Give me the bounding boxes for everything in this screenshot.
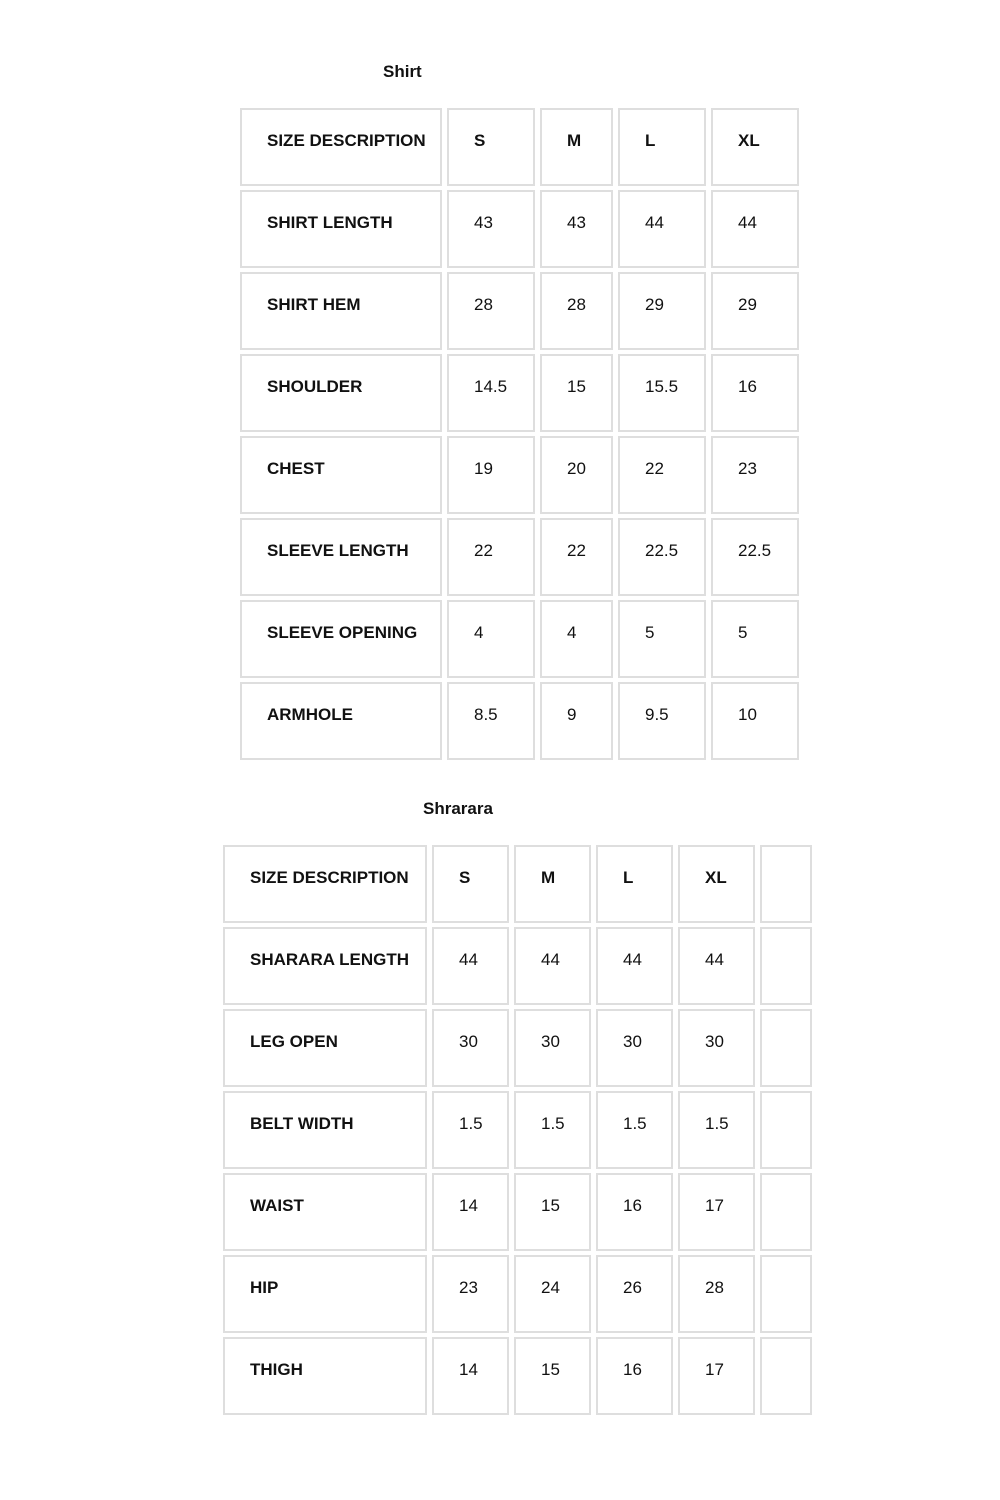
- cell-value: 9.5: [645, 705, 669, 724]
- value-cell: [760, 1091, 812, 1169]
- sharara-size-table: [218, 841, 817, 1419]
- cell-value: [762, 929, 810, 950]
- value-cell: [432, 1173, 509, 1251]
- cell-value: 9: [567, 705, 577, 724]
- sharara-header-row: [223, 845, 812, 923]
- row-label: LEG OPEN: [250, 1032, 338, 1051]
- value-cell: [514, 1173, 591, 1251]
- value-cell: [618, 354, 706, 432]
- value-cell: [760, 1255, 812, 1333]
- cell-value: 10: [738, 705, 757, 724]
- row-label: ARMHOLE: [267, 705, 353, 724]
- cell-value: 17: [705, 1360, 724, 1379]
- cell-value: 15: [541, 1196, 560, 1215]
- row-label-cell: [240, 354, 442, 432]
- value-cell: [596, 1337, 673, 1415]
- row-label: HIP: [250, 1278, 279, 1297]
- value-cell: [760, 1009, 812, 1087]
- table-row: [223, 1337, 812, 1415]
- cell-value: 1.5: [541, 1114, 565, 1133]
- table-row: [223, 927, 812, 1005]
- row-label: SLEEVE OPENING: [267, 623, 418, 642]
- cell-value: 30: [705, 1032, 724, 1051]
- row-label-cell: [223, 1255, 427, 1333]
- sharara-header-size-2: [514, 845, 591, 923]
- value-cell: [711, 272, 799, 350]
- value-cell: [596, 1255, 673, 1333]
- value-cell: [514, 1009, 591, 1087]
- header-cell-text: SIZE DESCRIPTION: [250, 868, 409, 887]
- value-cell: [618, 190, 706, 268]
- cell-value: 44: [738, 213, 757, 232]
- cell-value: 8.5: [474, 705, 498, 724]
- value-cell: [540, 436, 613, 514]
- shirt-size-table: [235, 104, 804, 764]
- value-cell: [447, 682, 535, 760]
- cell-value: 28: [567, 295, 586, 314]
- row-label-cell: [223, 1009, 427, 1087]
- cell-value: 1.5: [705, 1114, 729, 1133]
- cell-value: 1.5: [623, 1114, 647, 1133]
- row-label-cell: [240, 518, 442, 596]
- cell-value: 22: [567, 541, 586, 560]
- row-label: CHEST: [267, 459, 325, 478]
- cell-value: 30: [541, 1032, 560, 1051]
- row-label: WAIST: [250, 1196, 304, 1215]
- value-cell: [432, 927, 509, 1005]
- table-row: [240, 682, 799, 760]
- value-cell: [596, 1091, 673, 1169]
- value-cell: [760, 1337, 812, 1415]
- cell-value: 16: [623, 1360, 642, 1379]
- value-cell: [760, 1173, 812, 1251]
- cell-value: 16: [623, 1196, 642, 1215]
- cell-value: [762, 1011, 810, 1032]
- shirt-header-size-1: [447, 108, 535, 186]
- table-row: [223, 1091, 812, 1169]
- value-cell: [432, 1255, 509, 1333]
- value-cell: [514, 1337, 591, 1415]
- cell-value: 15: [541, 1360, 560, 1379]
- value-cell: [432, 1009, 509, 1087]
- row-label: THIGH: [250, 1360, 303, 1379]
- table-row: [240, 190, 799, 268]
- cell-value: 15.5: [645, 377, 679, 396]
- value-cell: [618, 518, 706, 596]
- row-label: SHARARA LENGTH: [250, 950, 409, 969]
- shirt-section-title: Shirt: [383, 62, 422, 81]
- cell-value: 23: [738, 459, 757, 478]
- value-cell: [596, 1009, 673, 1087]
- cell-value: 26: [623, 1278, 642, 1297]
- sharara-section-title: Shrarara: [423, 799, 493, 818]
- value-cell: [514, 1091, 591, 1169]
- header-cell-text: XL: [705, 868, 727, 887]
- row-label-cell: [223, 1173, 427, 1251]
- value-cell: [540, 518, 613, 596]
- cell-value: 44: [623, 950, 642, 969]
- header-cell-text: M: [567, 131, 582, 150]
- value-cell: [618, 272, 706, 350]
- value-cell: [540, 272, 613, 350]
- value-cell: [514, 1255, 591, 1333]
- cell-value: 1.5: [459, 1114, 483, 1133]
- cell-value: 4: [567, 623, 577, 642]
- row-label-cell: [240, 272, 442, 350]
- cell-value: [762, 1257, 810, 1278]
- shirt-header-row: [240, 108, 799, 186]
- header-cell-text: [762, 847, 810, 868]
- cell-value: 22.5: [738, 541, 772, 560]
- cell-value: 19: [474, 459, 493, 478]
- row-label: SLEEVE LENGTH: [267, 541, 409, 560]
- row-label: SHIRT LENGTH: [267, 213, 393, 232]
- cell-value: 5: [738, 623, 748, 642]
- cell-value: 30: [459, 1032, 478, 1051]
- header-cell-text: S: [474, 131, 486, 150]
- cell-value: 14: [459, 1196, 478, 1215]
- sharara-header-size-description: [223, 845, 427, 923]
- cell-value: 5: [645, 623, 655, 642]
- cell-value: 4: [474, 623, 484, 642]
- value-cell: [540, 190, 613, 268]
- cell-value: 15: [567, 377, 586, 396]
- cell-value: 23: [459, 1278, 478, 1297]
- sharara-header-size-4: [678, 845, 755, 923]
- table-row: [240, 436, 799, 514]
- value-cell: [540, 600, 613, 678]
- value-cell: [711, 682, 799, 760]
- value-cell: [711, 354, 799, 432]
- sharara-table-body: [223, 845, 812, 1415]
- value-cell: [432, 1337, 509, 1415]
- row-label-cell: [223, 1091, 427, 1169]
- header-cell-text: L: [645, 131, 656, 150]
- shirt-header-size-3: [618, 108, 706, 186]
- value-cell: [447, 600, 535, 678]
- cell-value: 20: [567, 459, 586, 478]
- value-cell: [447, 272, 535, 350]
- value-cell: [678, 1009, 755, 1087]
- value-cell: [596, 927, 673, 1005]
- value-cell: [618, 682, 706, 760]
- value-cell: [596, 1173, 673, 1251]
- row-label: SHIRT HEM: [267, 295, 361, 314]
- cell-value: 24: [541, 1278, 560, 1297]
- cell-value: 22: [474, 541, 493, 560]
- cell-value: 44: [459, 950, 478, 969]
- cell-value: 22.5: [645, 541, 679, 560]
- cell-value: 44: [645, 213, 664, 232]
- sharara-header-size-5: [760, 845, 812, 923]
- sharara-header-size-1: [432, 845, 509, 923]
- cell-value: 16: [738, 377, 757, 396]
- cell-value: 30: [623, 1032, 642, 1051]
- table-row: [240, 272, 799, 350]
- cell-value: 43: [567, 213, 586, 232]
- row-label-cell: [223, 927, 427, 1005]
- shirt-header-size-2: [540, 108, 613, 186]
- value-cell: [432, 1091, 509, 1169]
- value-cell: [711, 190, 799, 268]
- value-cell: [711, 436, 799, 514]
- value-cell: [447, 190, 535, 268]
- cell-value: 22: [645, 459, 664, 478]
- value-cell: [618, 600, 706, 678]
- header-cell-text: L: [623, 868, 634, 887]
- cell-value: 29: [738, 295, 757, 314]
- value-cell: [540, 682, 613, 760]
- row-label-cell: [240, 682, 442, 760]
- cell-value: 44: [541, 950, 560, 969]
- cell-value: 28: [474, 295, 493, 314]
- cell-value: 44: [705, 950, 724, 969]
- table-row: [223, 1255, 812, 1333]
- cell-value: 28: [705, 1278, 724, 1297]
- value-cell: [447, 354, 535, 432]
- shirt-header-size-4: [711, 108, 799, 186]
- cell-value: [762, 1339, 810, 1360]
- value-cell: [678, 927, 755, 1005]
- value-cell: [711, 518, 799, 596]
- cell-value: 14.5: [474, 377, 508, 396]
- header-cell-text: SIZE DESCRIPTION: [267, 131, 426, 150]
- table-row: [240, 600, 799, 678]
- value-cell: [447, 436, 535, 514]
- header-cell-text: M: [541, 868, 556, 887]
- shirt-table-body: [240, 108, 799, 760]
- row-label-cell: [240, 436, 442, 514]
- header-cell-text: XL: [738, 131, 760, 150]
- sharara-header-size-3: [596, 845, 673, 923]
- value-cell: [678, 1173, 755, 1251]
- cell-value: [762, 1093, 810, 1114]
- value-cell: [678, 1091, 755, 1169]
- row-label-cell: [223, 1337, 427, 1415]
- value-cell: [678, 1337, 755, 1415]
- value-cell: [540, 354, 613, 432]
- value-cell: [711, 600, 799, 678]
- row-label: SHOULDER: [267, 377, 363, 396]
- table-row: [240, 518, 799, 596]
- value-cell: [618, 436, 706, 514]
- value-cell: [514, 927, 591, 1005]
- table-row: [223, 1009, 812, 1087]
- shirt-header-size-description: [240, 108, 442, 186]
- value-cell: [678, 1255, 755, 1333]
- cell-value: 17: [705, 1196, 724, 1215]
- row-label-cell: [240, 600, 442, 678]
- row-label-cell: [240, 190, 442, 268]
- table-row: [240, 354, 799, 432]
- cell-value: [762, 1175, 810, 1196]
- cell-value: 29: [645, 295, 664, 314]
- cell-value: 43: [474, 213, 493, 232]
- value-cell: [447, 518, 535, 596]
- value-cell: [760, 927, 812, 1005]
- table-row: [223, 1173, 812, 1251]
- cell-value: 14: [459, 1360, 478, 1379]
- header-cell-text: S: [459, 868, 471, 887]
- row-label: BELT WIDTH: [250, 1114, 354, 1133]
